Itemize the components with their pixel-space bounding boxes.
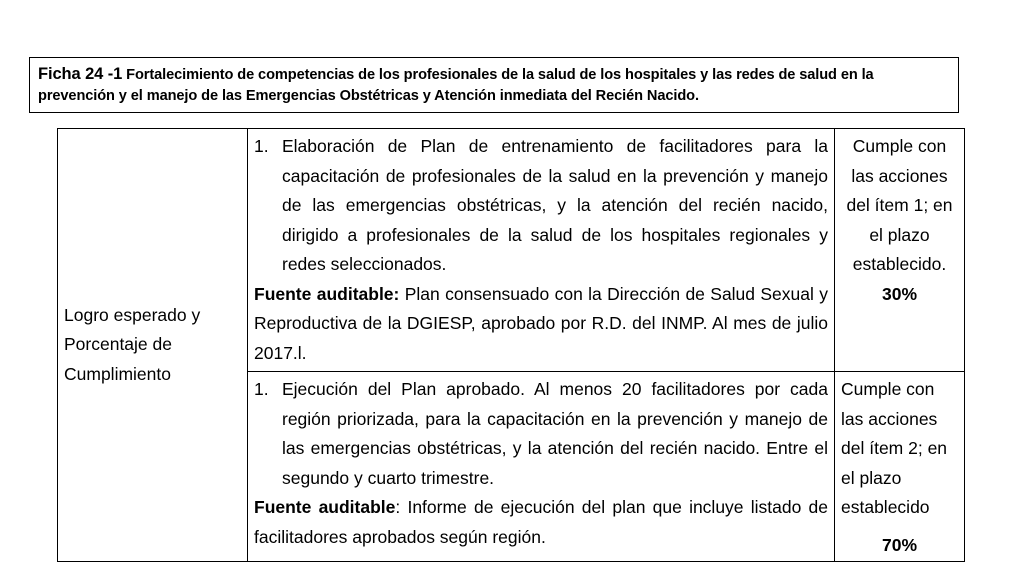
fuente-auditable: [254, 493, 828, 552]
achievement-table: [57, 128, 965, 562]
list-item: [254, 132, 828, 280]
status-text: Cumple con las acciones del ítem 1; en el plazo establecido.: [846, 136, 953, 274]
fuente-label: Fuente auditable:: [254, 283, 400, 304]
item-number: 1.: [254, 136, 269, 156]
item-text: Elaboración de Plan de entrenamiento de facilitadores para la capacitación de profesionales de la salud en la prevención y manejo de las emergencias obstétricas, y la atención del recién nacido, dirigido a profesionales de la salud de los hospitales regionales y redes seleccionados.: [282, 136, 828, 274]
row-label-cell: [58, 129, 248, 562]
fuente-text: Plan consensuado con la Dirección de Salud Sexual y Reproductiva de la DGIESP, aprobado por R.D. del INMP. Al mes de julio 2017.l.: [254, 283, 828, 363]
fuente-text: : Informe de ejecución del plan que incluye listado de facilitadores aprobados según región.: [254, 497, 828, 547]
item-number: 1.: [254, 379, 269, 399]
ficha-title-box: [29, 57, 959, 113]
content-cell-2: [248, 372, 835, 562]
ficha-code: Ficha 24 -1: [38, 65, 123, 83]
fuente-label: Fuente auditable: [254, 497, 396, 517]
status-cell-1: [835, 129, 965, 372]
table-row: [58, 129, 965, 372]
list-item: [254, 375, 828, 493]
percentage-value: 30%: [881, 283, 918, 304]
item-text: Ejecución del Plan aprobado. Al menos 20 facilitadores por cada región priorizada, para la capacitación en la prevención y manejo de las emergencias obstétricas, y la atención del recién nacido. Entre el segundo y cuarto trimestre.: [282, 379, 828, 488]
status-cell-2: [835, 372, 965, 562]
status-text: Cumple con las acciones del ítem 2; en el plazo establecido: [841, 379, 948, 517]
percentage-value: 70%: [881, 534, 918, 555]
ficha-title-text: Fortalecimiento de competencias de los profesionales de la salud de los hospitales y las redes de salud en la prevención y el manejo de las Emergencias Obstétricas y Atención inmediata del Recién Nacido.: [38, 67, 874, 104]
fuente-auditable: [254, 280, 828, 369]
content-cell-1: [248, 129, 835, 372]
row-label-text: Logro esperado y Porcentaje de Cumplimiento: [64, 304, 201, 384]
